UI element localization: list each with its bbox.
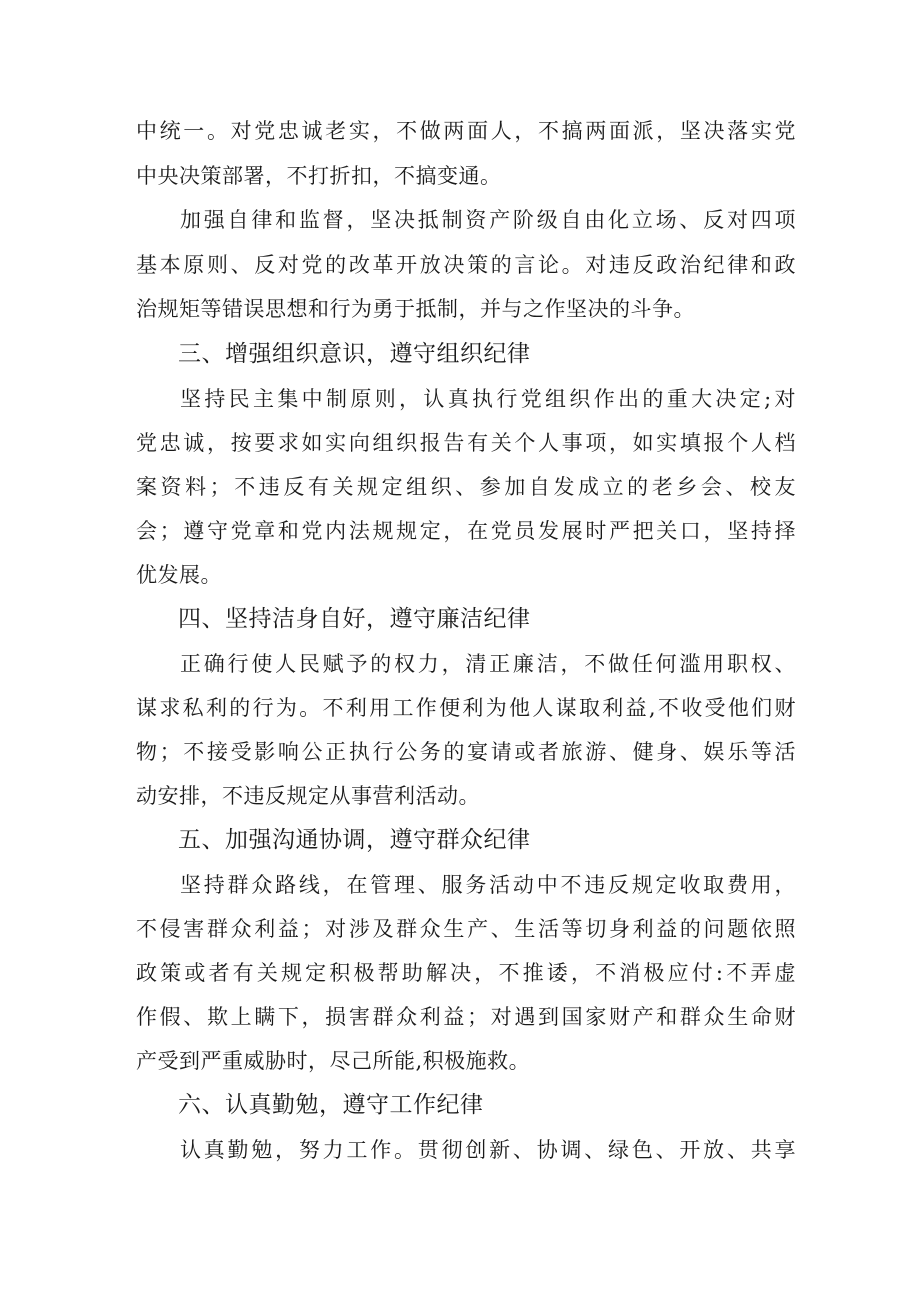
body-text-line: 谋求私利的行为。不利用工作便利为他人谋取利益,不收受他们财 <box>136 696 796 720</box>
body-text-line: 作假、欺上瞒下，损害群众利益；对遇到国家财产和群众生命财 <box>136 1005 796 1029</box>
body-text-line: 政策或者有关规定积极帮助解决，不推诿，不消极应付:不弄虚 <box>136 961 796 985</box>
body-text-line: 加强自律和监督，坚决抵制资产阶级自由化立场、反对四项 <box>180 208 796 232</box>
body-text-line: 坚持群众路线，在管理、服务活动中不违反规定收取费用， <box>180 873 796 897</box>
body-text-line: 物；不接受影响公正执行公务的宴请或者旅游、健身、娱乐等活 <box>136 740 796 764</box>
body-text-line: 党忠诚，按要求如实向组织报告有关个人事项，如实填报个人档 <box>136 431 796 455</box>
body-text-line: 中统一。对党忠诚老实，不做两面人，不搞两面派，坚决落实党 <box>136 119 796 143</box>
body-text-line: 认真勤勉，努力工作。贯彻创新、协调、绿色、开放、共享 <box>180 1138 796 1162</box>
section-heading: 五、加强沟通协调，遵守群众纪律 <box>178 827 531 853</box>
body-text-line: 产受到严重威胁时，尽己所能,积极施救。 <box>136 1049 531 1073</box>
body-text-line: 动安排，不违反规定从事营利活动。 <box>136 784 480 808</box>
section-heading: 六、认真勤勉，遵守工作纪律 <box>178 1092 484 1118</box>
body-text-line: 治规矩等错误思想和行为勇于抵制，并与之作坚决的斗争。 <box>136 297 695 321</box>
body-text-line: 案资料；不违反有关规定组织、参加自发成立的老乡会、校友 <box>136 475 796 499</box>
body-text-line: 正确行使人民赋予的权力，清正廉洁，不做任何滥用职权、 <box>180 652 796 676</box>
body-text-line: 优发展。 <box>136 563 222 587</box>
body-text-line: 会；遵守党章和党内法规规定，在党员发展时严把关口，坚持择 <box>136 519 796 543</box>
body-text-line: 中央决策部署，不打折扣，不搞变通。 <box>136 164 502 188</box>
section-heading: 四、坚持洁身自好，遵守廉洁纪律 <box>178 606 531 632</box>
body-text-line: 基本原则、反对党的改革开放决策的言论。对违反政治纪律和政 <box>136 253 796 277</box>
section-heading: 三、增强组织意识，遵守组织纪律 <box>178 341 531 367</box>
body-text-line: 不侵害群众利益；对涉及群众生产、生活等切身利益的问题依照 <box>136 917 796 941</box>
body-text-line: 坚持民主集中制原则，认真执行党组织作出的重大决定;对 <box>180 387 796 411</box>
